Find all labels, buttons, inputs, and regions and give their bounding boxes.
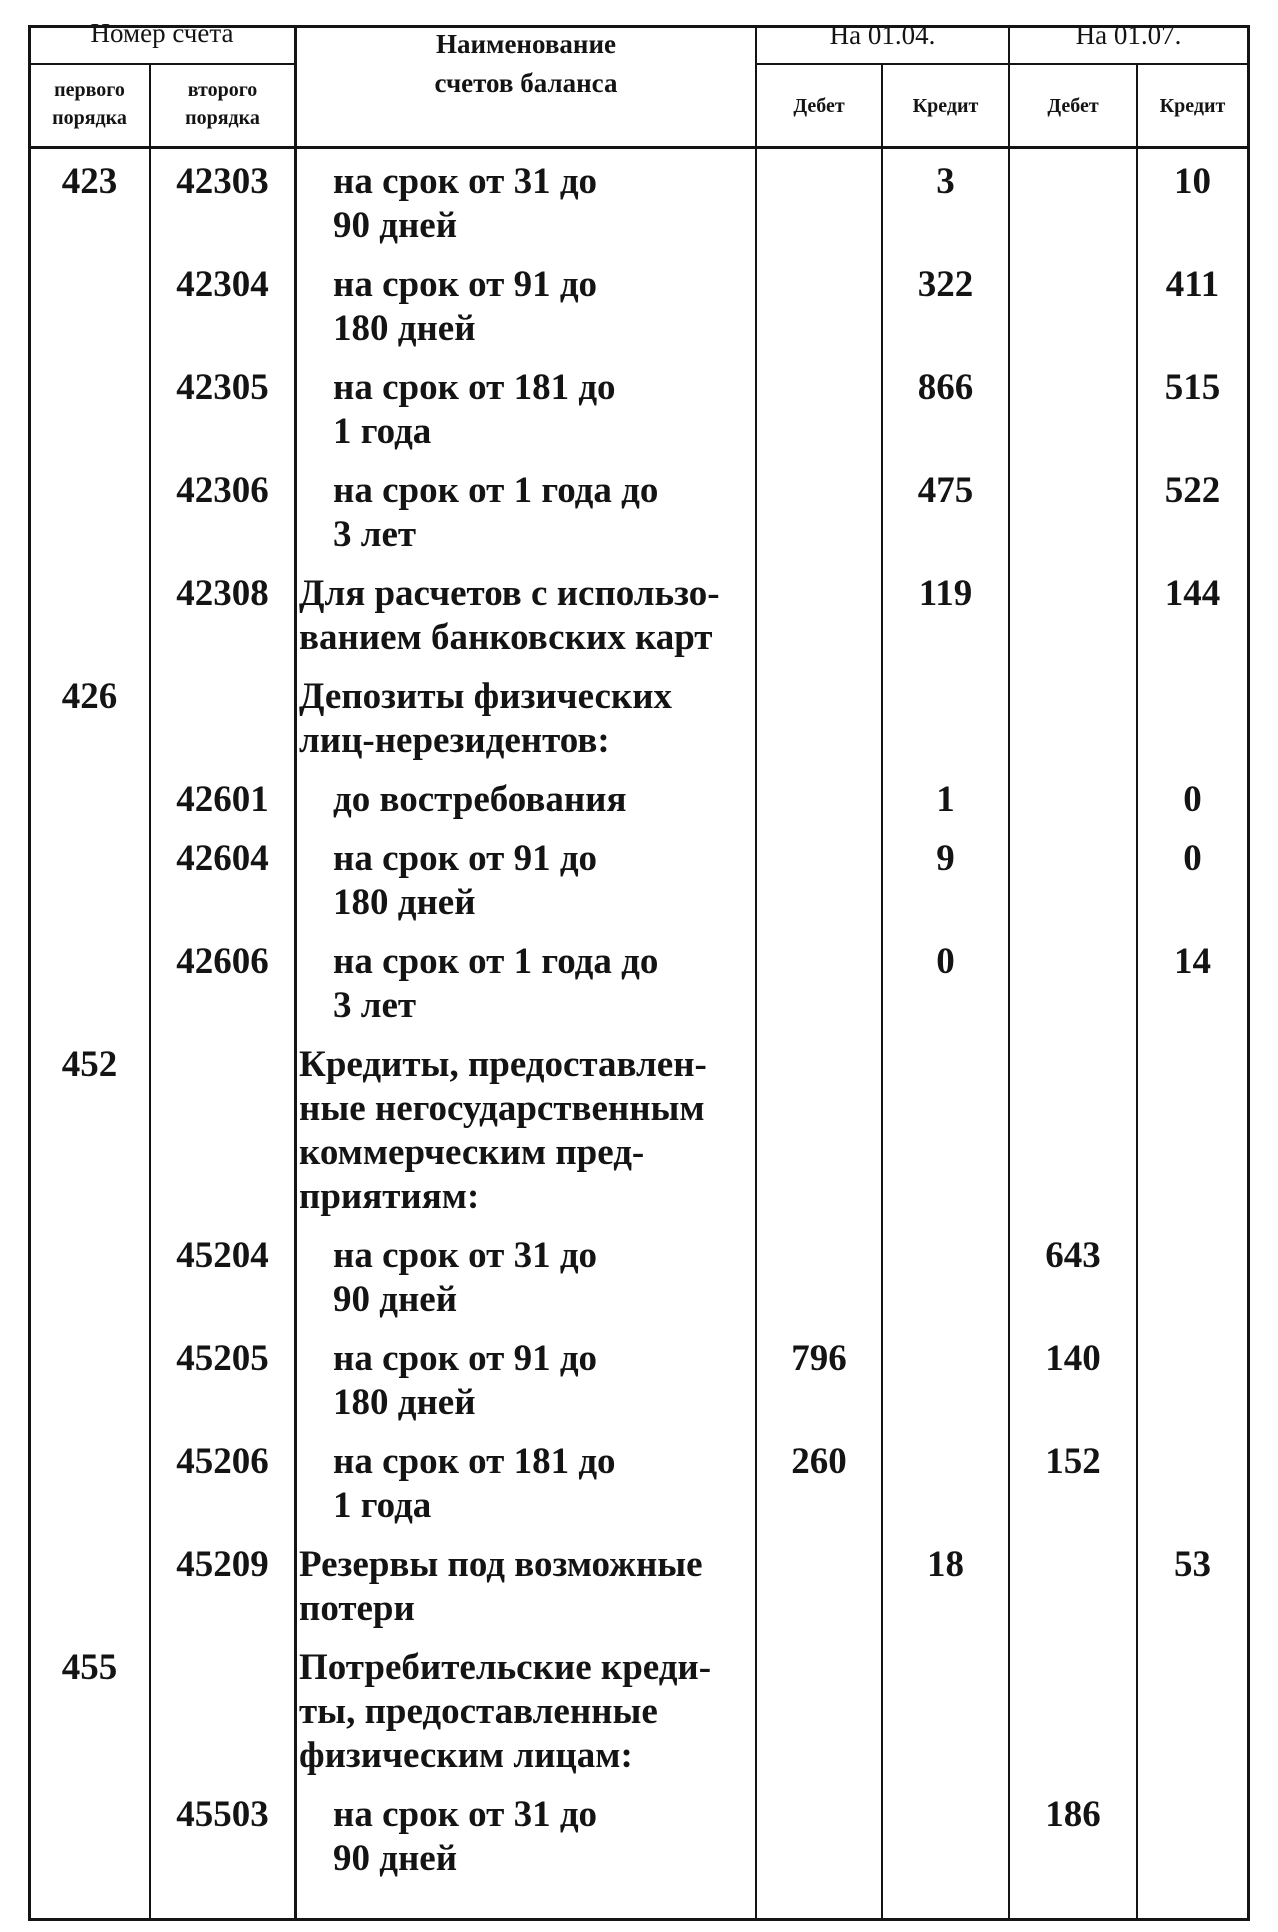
debit-value-jul: 152 bbox=[1045, 1441, 1101, 1482]
header-second-order-1: второго bbox=[187, 79, 258, 101]
account-first-order: 452 bbox=[61, 1044, 118, 1085]
account-name-line: на срок от 181 до bbox=[333, 367, 616, 408]
account-name-line: на срок от 91 до bbox=[333, 264, 598, 305]
account-name-line: 180 дней bbox=[333, 1382, 476, 1423]
credit-value-apr: 866 bbox=[917, 367, 974, 408]
account-second-order: 42304 bbox=[176, 264, 269, 305]
account-name-line: 1 года bbox=[333, 411, 432, 452]
account-name-line: 90 дней bbox=[333, 1279, 458, 1320]
col-line-1 bbox=[149, 63, 151, 1921]
account-second-order: 42604 bbox=[176, 838, 269, 879]
credit-value-jul: 10 bbox=[1174, 161, 1211, 202]
account-name-line: 3 лет bbox=[333, 985, 417, 1026]
account-second-order: 42606 bbox=[176, 941, 269, 982]
header-account-name-1: Наименование bbox=[436, 29, 616, 59]
account-name-line: на срок от 91 до bbox=[333, 838, 598, 879]
account-name-line: ванием банковских карт bbox=[299, 617, 713, 658]
account-second-order: 42303 bbox=[176, 161, 269, 202]
account-name-line: ты, предоставленные bbox=[299, 1691, 658, 1732]
account-name-line: приятиям: bbox=[299, 1176, 480, 1217]
account-second-order: 45204 bbox=[176, 1235, 269, 1276]
header-first-order-2: порядка bbox=[52, 107, 127, 129]
credit-value-jul: 14 bbox=[1174, 941, 1211, 982]
frame-right bbox=[1247, 25, 1250, 1921]
account-name-line: ные негосударственным bbox=[299, 1088, 705, 1129]
credit-value-jul: 411 bbox=[1165, 264, 1220, 305]
credit-value-apr: 475 bbox=[917, 470, 974, 511]
account-second-order: 42308 bbox=[176, 573, 269, 614]
account-name-line: на срок от 31 до bbox=[333, 1794, 598, 1835]
debit-value-jul: 186 bbox=[1045, 1794, 1101, 1835]
debit-value-jul: 140 bbox=[1045, 1338, 1101, 1379]
account-name-line: на срок от 181 до bbox=[333, 1441, 616, 1482]
header-first-order-1: первого bbox=[54, 79, 125, 101]
account-name-line: 180 дней bbox=[333, 882, 476, 923]
header-account-number: Номер счета bbox=[90, 18, 234, 48]
header-debit-2: Дебет bbox=[1047, 95, 1099, 117]
account-name-line: на срок от 31 до bbox=[333, 1235, 598, 1276]
account-second-order: 45503 bbox=[176, 1794, 269, 1835]
account-second-order: 45206 bbox=[176, 1441, 269, 1482]
col-line-5 bbox=[1008, 25, 1010, 1921]
header-period-1: На 01.04. bbox=[829, 20, 936, 50]
account-name-line: Для расчетов с использо- bbox=[299, 573, 720, 614]
account-name-line: на срок от 1 года до bbox=[333, 470, 659, 511]
account-second-order: 42601 bbox=[176, 779, 269, 820]
account-first-order: 423 bbox=[61, 161, 118, 202]
col-line-2 bbox=[294, 25, 297, 1921]
header-credit-1: Кредит bbox=[912, 95, 979, 117]
account-name-line: физическим лицам: bbox=[299, 1735, 633, 1776]
account-second-order: 42306 bbox=[176, 470, 269, 511]
credit-value-jul: 0 bbox=[1183, 779, 1202, 820]
header-second-order-2: порядка bbox=[185, 107, 260, 129]
credit-value-jul: 53 bbox=[1174, 1544, 1211, 1585]
account-second-order: 42305 bbox=[176, 367, 269, 408]
frame-left bbox=[28, 25, 31, 1921]
account-name-line: Депозиты физических bbox=[299, 676, 673, 717]
header-bottom-line bbox=[28, 146, 1250, 149]
header-split-line-left bbox=[28, 63, 296, 65]
account-name-line: 3 лет bbox=[333, 514, 417, 555]
col-line-4 bbox=[881, 63, 883, 1921]
credit-value-apr: 3 bbox=[936, 161, 955, 202]
credit-value-jul: 515 bbox=[1164, 367, 1221, 408]
account-name-line: 90 дней bbox=[333, 1838, 458, 1879]
account-name-line: Резервы под возможные bbox=[299, 1544, 703, 1585]
account-second-order: 45209 bbox=[176, 1544, 269, 1585]
account-name-line: 1 года bbox=[333, 1485, 432, 1526]
account-name-line: до востребования bbox=[333, 779, 627, 820]
account-first-order: 426 bbox=[61, 676, 118, 717]
col-line-6 bbox=[1136, 63, 1138, 1921]
account-name-line: 180 дней bbox=[333, 308, 476, 349]
debit-value-apr: 260 bbox=[791, 1441, 847, 1482]
credit-value-jul: 522 bbox=[1164, 470, 1221, 511]
account-name-line: потери bbox=[299, 1588, 415, 1629]
header-split-line-right bbox=[755, 63, 1250, 65]
credit-value-apr: 1 bbox=[936, 779, 955, 820]
credit-value-apr: 322 bbox=[917, 264, 974, 305]
account-name-line: 90 дней bbox=[333, 205, 458, 246]
credit-value-apr: 9 bbox=[936, 838, 955, 879]
account-name-line: на срок от 1 года до bbox=[333, 941, 659, 982]
account-name-line: на срок от 91 до bbox=[333, 1338, 598, 1379]
header-credit-2: Кредит bbox=[1159, 95, 1226, 117]
header-debit-1: Дебет bbox=[793, 95, 845, 117]
debit-value-jul: 643 bbox=[1045, 1235, 1101, 1276]
account-name-line: Потребительские креди- bbox=[299, 1647, 712, 1688]
frame-bottom bbox=[28, 1918, 1250, 1921]
header-period-2: На 01.07. bbox=[1075, 20, 1182, 50]
account-first-order: 455 bbox=[61, 1647, 118, 1688]
credit-value-apr: 119 bbox=[918, 573, 973, 614]
account-name-line: Кредиты, предоставлен- bbox=[299, 1044, 707, 1085]
debit-value-apr: 796 bbox=[791, 1338, 847, 1379]
credit-value-jul: 144 bbox=[1164, 573, 1221, 614]
credit-value-apr: 18 bbox=[927, 1544, 964, 1585]
account-name-line: лиц-нерезидентов: bbox=[299, 720, 610, 761]
credit-value-jul: 0 bbox=[1183, 838, 1202, 879]
header-account-name-2: счетов баланса bbox=[434, 68, 618, 98]
col-line-3 bbox=[755, 25, 757, 1921]
account-second-order: 45205 bbox=[176, 1338, 269, 1379]
account-name-line: на срок от 31 до bbox=[333, 161, 598, 202]
credit-value-apr: 0 bbox=[936, 941, 955, 982]
account-name-line: коммерческим пред- bbox=[299, 1132, 645, 1173]
